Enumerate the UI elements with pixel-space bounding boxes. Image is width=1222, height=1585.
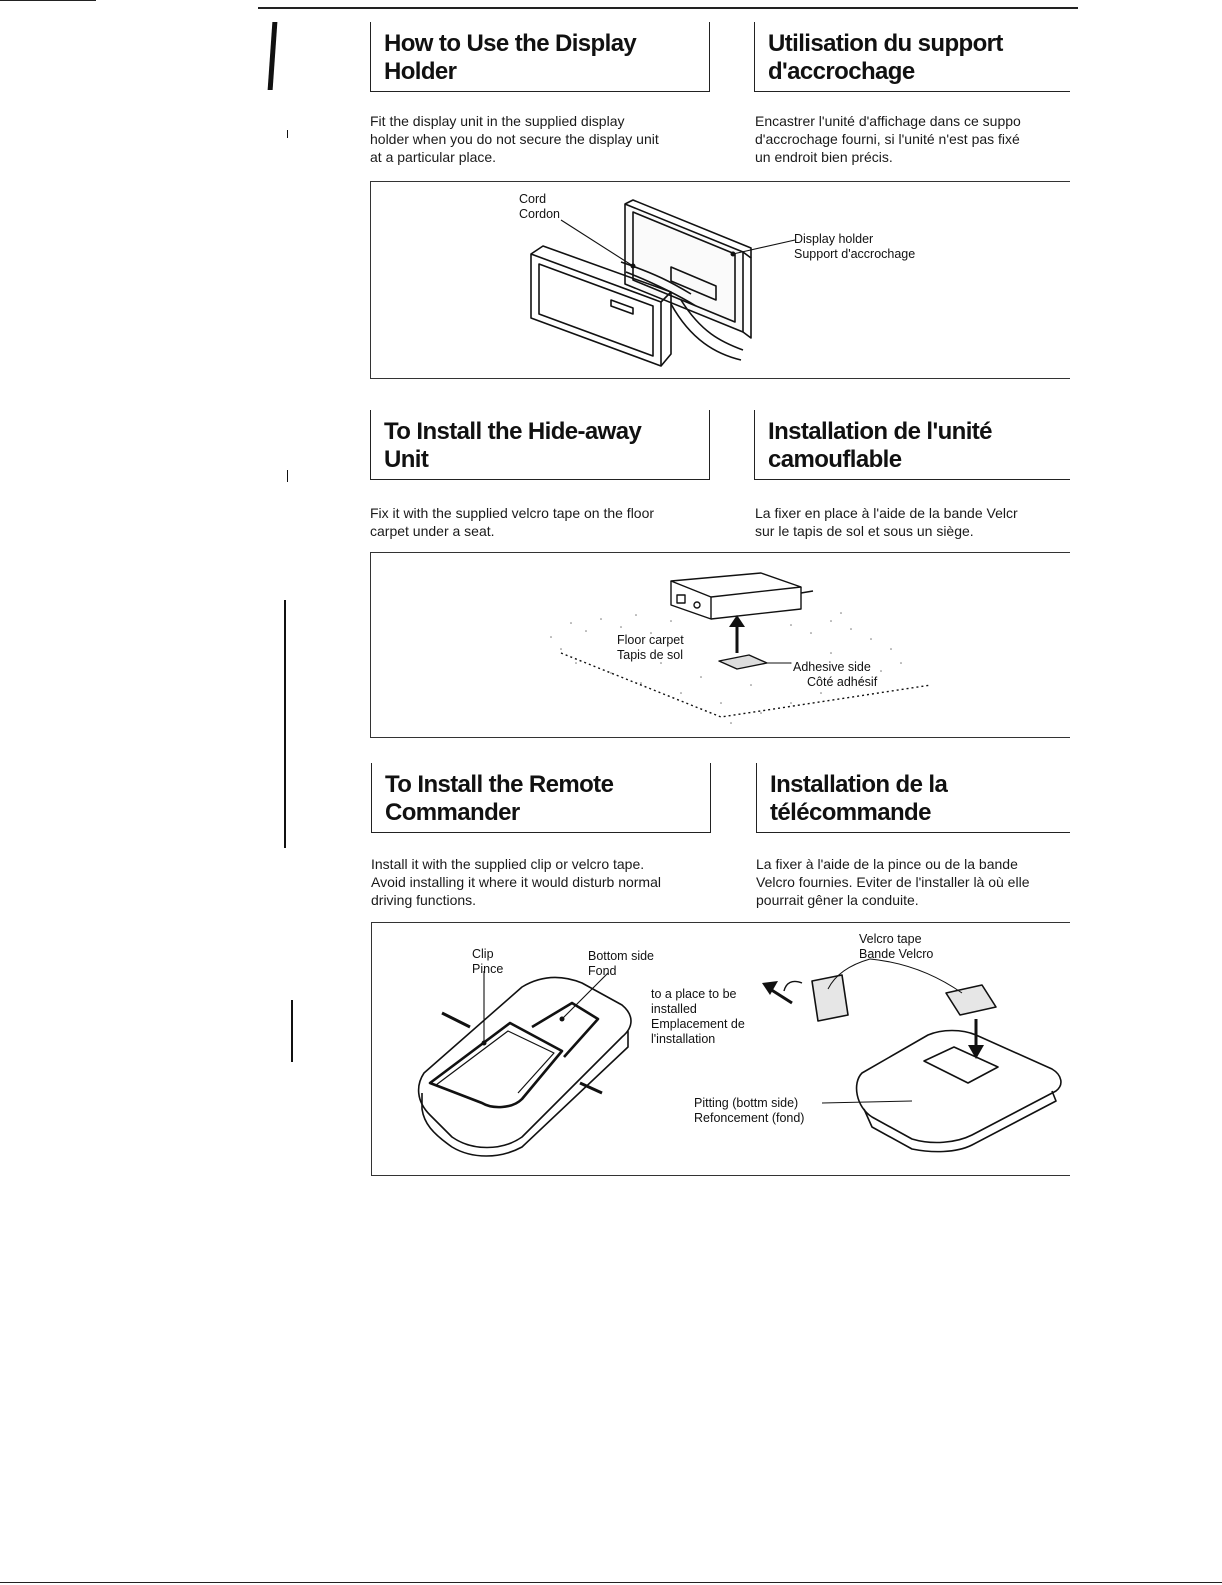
display-holder-figure: [370, 181, 1070, 379]
label-line: l'installation: [651, 1032, 716, 1046]
label-line: Emplacement de: [651, 1017, 745, 1031]
heading-line: Commander: [385, 799, 520, 826]
label-line: Adhesive side: [793, 660, 871, 674]
text-line: un endroit bien précis.: [755, 149, 893, 165]
hide-away-text-en: [370, 504, 654, 540]
heading-remote-en: [371, 763, 711, 833]
label-line: Cord: [519, 192, 547, 206]
heading-hide-away-fr: [754, 410, 1070, 480]
bottom-side-label: [588, 949, 654, 979]
cord-label: [519, 192, 560, 222]
text-line: Install it with the supplied clip or velcro tape.: [371, 856, 645, 872]
floor-carpet-label: [617, 633, 684, 663]
label-line: Display holder: [794, 232, 874, 246]
label-line: installed: [651, 1002, 697, 1016]
label-line: Fond: [588, 964, 617, 978]
label-line: Velcro tape: [859, 932, 922, 946]
text-line: La fixer en place à l'aide de la bande Velcr: [755, 505, 1018, 521]
heading-display-holder-fr: [754, 22, 1070, 92]
remote-figure: [371, 922, 1070, 1176]
heading-hide-away-en: [370, 410, 710, 480]
heading-line: Installation de la: [770, 771, 948, 798]
binding-mark: [287, 130, 288, 138]
text-line: driving functions.: [371, 892, 477, 908]
remote-text-en: [371, 855, 661, 909]
clip-label: [472, 947, 503, 977]
heading-line: To Install the Remote: [385, 771, 614, 798]
adhesive-side-label: [793, 660, 877, 690]
heading-display-holder-en: [370, 22, 710, 92]
remote-text-fr: [756, 855, 1029, 909]
text-line: Encastrer l'unité d'affichage dans ce suppo: [755, 113, 1021, 129]
hide-away-illustration: [371, 553, 1071, 739]
binding-mark: [284, 600, 286, 848]
label-line: Floor carpet: [617, 633, 684, 647]
corner-rule: [0, 0, 96, 1]
velcro-tape-label: [859, 932, 933, 962]
display-holder-text-en: [370, 112, 659, 166]
heading-line: télécommande: [770, 799, 931, 826]
text-line: carpet under a seat.: [370, 523, 495, 539]
text-line: pourrait gêner la conduite.: [756, 892, 919, 908]
heading-line: How to Use the Display: [384, 30, 637, 57]
label-line: Refoncement (fond): [694, 1111, 805, 1125]
heading-line: d'accrochage: [768, 58, 915, 85]
text-line: at a particular place.: [370, 149, 497, 165]
heading-remote-fr: [756, 763, 1070, 833]
label-line: to a place to be: [651, 987, 737, 1001]
heading-line: Unit: [384, 446, 429, 473]
label-line: Pince: [472, 962, 504, 976]
text-line: d'accrochage fourni, si l'unité n'est pas fixé: [755, 131, 1020, 147]
label-line: Côté adhésif: [807, 675, 878, 689]
page-top-rule: [258, 7, 1078, 9]
text-line: Avoid installing it where it would disturb normal: [371, 874, 661, 890]
text-line: Fix it with the supplied velcro tape on the floor: [370, 505, 655, 521]
label-line: Pitting (bottm side): [694, 1096, 799, 1110]
label-line: Support d'accrochage: [794, 247, 916, 261]
text-line: holder when you do not secure the display unit: [370, 131, 659, 147]
label-line: Bottom side: [588, 949, 655, 963]
label-line: Bande Velcro: [859, 947, 934, 961]
heading-line: Holder: [384, 58, 457, 85]
label-line: Clip: [472, 947, 494, 961]
heading-line: To Install the Hide-away: [384, 418, 642, 445]
page-bottom-rule: [0, 1582, 1222, 1583]
binding-mark: [268, 22, 278, 90]
display-holder-label: [794, 232, 915, 262]
heading-line: camouflable: [768, 446, 902, 473]
binding-mark: [287, 470, 288, 482]
text-line: sur le tapis de sol et sous un siège.: [755, 523, 974, 539]
binding-mark: [291, 1000, 293, 1062]
display-holder-text-fr: [755, 112, 1021, 166]
text-line: La fixer à l'aide de la pince ou de la bande: [756, 856, 1018, 872]
heading-line: Utilisation du support: [768, 30, 1003, 57]
install-place-label: [651, 987, 745, 1047]
heading-line: Installation de l'unité: [768, 418, 992, 445]
hide-away-figure: [370, 552, 1070, 738]
text-line: Velcro fournies. Eviter de l'installer là où elle: [756, 874, 1030, 890]
label-line: Cordon: [519, 207, 560, 221]
display-holder-illustration: [371, 182, 1071, 380]
pitting-label: [694, 1096, 804, 1126]
text-line: Fit the display unit in the supplied display: [370, 113, 625, 129]
hide-away-text-fr: [755, 504, 1018, 540]
label-line: Tapis de sol: [617, 648, 684, 662]
